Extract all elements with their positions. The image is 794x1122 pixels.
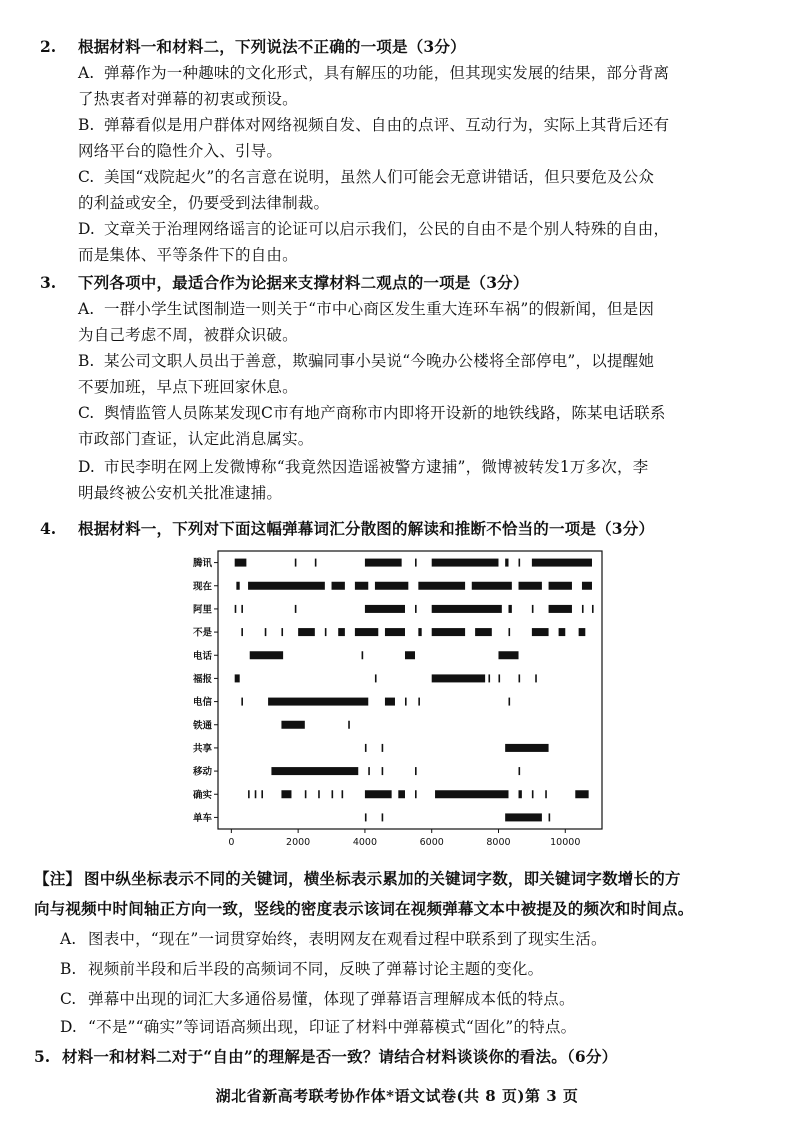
dispersion-mark bbox=[488, 674, 490, 682]
dispersion-mark bbox=[235, 674, 240, 682]
dispersion-mark bbox=[375, 674, 377, 682]
dispersion-mark bbox=[365, 813, 367, 821]
option-label: D. bbox=[78, 458, 95, 476]
dispersion-mark bbox=[298, 628, 315, 636]
y-tick-label: 共享 bbox=[192, 743, 212, 755]
option-text: 文章关于治理网络谣言的论证可以启示我们，公民的自由不是个别人特殊的自由， bbox=[104, 220, 670, 238]
option-text: 一群小学生试图制造一则关于“市中心商区发生重大连环车祸”的假新闻，但是因 bbox=[104, 300, 655, 318]
dispersion-mark bbox=[549, 582, 572, 590]
question-stem: 根据材料一和材料二，下列说法不正确的一项是（3分） bbox=[78, 37, 466, 56]
dispersion-mark bbox=[498, 651, 518, 659]
dispersion-mark bbox=[332, 790, 334, 798]
dispersion-mark bbox=[582, 605, 584, 613]
option-label: B. bbox=[78, 352, 95, 370]
dispersion-mark bbox=[559, 628, 566, 636]
dispersion-mark bbox=[505, 813, 542, 821]
note-label: 【注】 bbox=[34, 869, 82, 888]
dispersion-mark bbox=[348, 721, 350, 729]
dispersion-mark bbox=[318, 790, 320, 798]
y-tick-label: 福报 bbox=[192, 673, 212, 685]
dispersion-mark bbox=[365, 790, 392, 798]
dispersion-mark bbox=[405, 651, 415, 659]
y-tick-label: 腾讯 bbox=[192, 558, 212, 570]
option-label: C. bbox=[78, 404, 95, 422]
option-label: A. bbox=[78, 64, 95, 82]
dispersion-mark bbox=[261, 790, 263, 798]
dispersion-mark bbox=[365, 559, 402, 567]
dispersion-mark bbox=[342, 790, 344, 798]
dispersion-mark bbox=[509, 628, 511, 636]
dispersion-mark bbox=[241, 628, 243, 636]
dispersion-mark bbox=[365, 744, 367, 752]
option-label: A. bbox=[78, 300, 95, 318]
dispersion-mark bbox=[398, 790, 405, 798]
page-footer: 湖北省新高考联考协作体*语文试卷(共 8 页)第 3 页 bbox=[215, 1087, 579, 1105]
dispersion-mark bbox=[415, 605, 417, 613]
y-tick-label: 单车 bbox=[192, 812, 212, 824]
option-label: D. bbox=[60, 1018, 77, 1036]
option-text: 美国“戏院起火”的名言意在说明，虽然人们可能会无意讲错话，但只要危及公众 bbox=[104, 168, 655, 186]
dispersion-mark bbox=[549, 813, 551, 821]
dispersion-mark bbox=[575, 790, 588, 798]
dispersion-mark bbox=[509, 698, 511, 706]
option-text: 弹幕作为一种趣味的文化形式，具有解压的功能，但其现实发展的结果，部分背离 bbox=[104, 64, 670, 82]
option-text: 弹幕中出现的词汇大多通俗易懂，体现了弹幕语言理解成本低的特点。 bbox=[88, 990, 575, 1008]
option-text: 不要加班，早点下班回家休息。 bbox=[78, 378, 298, 396]
dispersion-mark bbox=[385, 698, 395, 706]
option-text: 视频前半段和后半段的高频词不同，反映了弹幕讨论主题的变化。 bbox=[88, 960, 544, 978]
dispersion-mark bbox=[248, 582, 325, 590]
dispersion-mark bbox=[338, 628, 345, 636]
dispersion-mark bbox=[265, 628, 267, 636]
option-text: 市政部门查证，认定此消息属实。 bbox=[78, 430, 314, 448]
dispersion-mark bbox=[295, 605, 297, 613]
dispersion-mark bbox=[415, 767, 417, 775]
dispersion-mark bbox=[305, 790, 307, 798]
dispersion-mark bbox=[271, 767, 358, 775]
option-label: B. bbox=[60, 960, 77, 978]
dispersion-mark bbox=[332, 582, 345, 590]
plot-frame bbox=[218, 551, 602, 829]
dispersion-mark bbox=[281, 721, 304, 729]
y-tick-label: 不是 bbox=[192, 627, 212, 639]
dispersion-mark bbox=[475, 628, 492, 636]
dispersion-mark bbox=[545, 790, 547, 798]
dispersion-mark bbox=[281, 628, 283, 636]
dispersion-mark bbox=[432, 674, 485, 682]
dispersion-mark bbox=[432, 628, 465, 636]
option-text: 弹幕看似是用户群体对网络视频自发、自由的点评、互动行为，实际上其背后还有 bbox=[104, 116, 670, 134]
option-text: 为自己考虑不周，被群众识破。 bbox=[78, 326, 298, 344]
question-stem: 根据材料一，下列对下面这幅弹幕词汇分散图的解读和推断不恰当的一项是（3分） bbox=[78, 519, 655, 538]
option-text: 而是集体、平等条件下的自由。 bbox=[78, 246, 298, 264]
dispersion-mark bbox=[375, 582, 408, 590]
note-text: 向与视频中时间轴正方向一致，竖线的密度表示该词在视频弹幕文本中被提及的频次和时间点。 bbox=[34, 899, 694, 918]
option-text: 市民李明在网上发微博称“我竟然因造谣被警方逮捕”，微博被转发1万多次，李 bbox=[104, 458, 649, 476]
dispersion-mark bbox=[355, 628, 378, 636]
question-number: 3. bbox=[40, 273, 57, 292]
dispersion-mark bbox=[472, 582, 512, 590]
y-tick-label: 阿里 bbox=[192, 604, 212, 616]
option-label: C. bbox=[60, 990, 77, 1008]
dispersion-mark bbox=[418, 628, 421, 636]
dispersion-mark bbox=[295, 559, 297, 567]
x-tick-label: 6000 bbox=[419, 837, 444, 848]
option-text: 的利益或安全，仍要受到法律制裁。 bbox=[78, 194, 330, 212]
dispersion-mark bbox=[235, 559, 247, 567]
option-text: 网络平台的隐性介入、引导。 bbox=[78, 142, 283, 160]
dispersion-mark bbox=[382, 744, 384, 752]
dispersion-mark bbox=[498, 674, 500, 682]
dispersion-mark bbox=[235, 605, 237, 613]
y-tick-label: 电信 bbox=[192, 697, 212, 709]
lexical-dispersion-chart bbox=[170, 547, 610, 867]
dispersion-mark bbox=[549, 605, 572, 613]
dispersion-mark bbox=[382, 813, 384, 821]
dispersion-mark bbox=[325, 628, 327, 636]
question-number: 2. bbox=[40, 37, 57, 56]
dispersion-mark bbox=[362, 651, 364, 659]
dispersion-mark bbox=[268, 698, 368, 706]
y-tick-label: 确实 bbox=[192, 789, 212, 801]
question-number: 4. bbox=[40, 519, 57, 538]
y-tick-label: 铁通 bbox=[192, 720, 212, 732]
dispersion-mark bbox=[519, 767, 521, 775]
dispersion-mark bbox=[368, 767, 370, 775]
dispersion-mark bbox=[382, 767, 384, 775]
dispersion-mark bbox=[255, 790, 257, 798]
option-label: C. bbox=[78, 168, 95, 186]
dispersion-mark bbox=[355, 582, 368, 590]
dispersion-mark bbox=[241, 698, 243, 706]
dispersion-mark bbox=[418, 582, 465, 590]
y-tick-label: 现在 bbox=[192, 581, 212, 593]
option-label: B. bbox=[78, 116, 95, 134]
dispersion-mark bbox=[519, 559, 521, 567]
option-label: D. bbox=[78, 220, 95, 238]
dispersion-mark bbox=[519, 674, 521, 682]
y-tick-label: 电话 bbox=[192, 650, 212, 662]
dispersion-mark bbox=[241, 605, 243, 613]
x-tick-label: 4000 bbox=[352, 837, 378, 848]
dispersion-mark bbox=[505, 559, 508, 567]
dispersion-mark bbox=[519, 790, 522, 798]
dispersion-mark bbox=[532, 790, 534, 798]
question-stem: 材料一和材料二对于“自由”的理解是否一致？请结合材料谈谈你的看法。（6分） bbox=[62, 1047, 618, 1066]
x-tick-label: 8000 bbox=[486, 837, 511, 848]
x-tick-label: 0 bbox=[228, 837, 235, 848]
dispersion-mark bbox=[532, 559, 592, 567]
option-text: 图表中，“现在”一词贯穿始终，表明网友在观看过程中联系到了现实生活。 bbox=[88, 930, 607, 948]
option-text: 某公司文职人员出于善意，欺骗同事小吴说“今晚办公楼将全部停电”，以提醒她 bbox=[104, 352, 655, 370]
x-tick-label: 10000 bbox=[550, 837, 581, 848]
y-tick-label: 移动 bbox=[192, 766, 212, 778]
dispersion-mark bbox=[432, 605, 502, 613]
option-text: 舆情监管人员陈某发现C市有地产商称市内即将开设新的地铁线路，陈某电话联系 bbox=[104, 404, 666, 422]
dispersion-mark bbox=[415, 559, 417, 567]
option-text: 明最终被公安机关批准逮捕。 bbox=[78, 484, 283, 502]
option-text: 了热衷者对弹幕的初衷或预设。 bbox=[78, 90, 298, 108]
x-tick-label: 2000 bbox=[286, 837, 311, 848]
dispersion-mark bbox=[250, 651, 283, 659]
option-label: A. bbox=[60, 930, 77, 948]
dispersion-mark bbox=[592, 605, 594, 613]
dispersion-mark bbox=[582, 582, 592, 590]
dispersion-mark bbox=[281, 790, 291, 798]
dispersion-mark bbox=[532, 628, 549, 636]
dispersion-mark bbox=[435, 790, 508, 798]
option-text: “不是”“确实”等词语高频出现，印证了材料中弹幕模式“固化”的特点。 bbox=[88, 1018, 577, 1036]
dispersion-mark bbox=[432, 559, 499, 567]
dispersion-mark bbox=[519, 582, 542, 590]
note-text: 图中纵坐标表示不同的关键词，横坐标表示累加的关键词字数，即关键词字数增长的方 bbox=[84, 869, 681, 888]
dispersion-mark bbox=[415, 790, 417, 798]
dispersion-mark bbox=[505, 744, 548, 752]
dispersion-mark bbox=[418, 698, 420, 706]
dispersion-mark bbox=[365, 605, 405, 613]
dispersion-mark bbox=[535, 674, 537, 682]
dispersion-mark bbox=[579, 628, 586, 636]
dispersion-mark bbox=[385, 628, 405, 636]
question-number: 5. bbox=[34, 1047, 51, 1066]
dispersion-mark bbox=[236, 582, 239, 590]
dispersion-mark bbox=[248, 790, 250, 798]
dispersion-mark bbox=[532, 605, 534, 613]
dispersion-mark bbox=[315, 559, 317, 567]
dispersion-mark bbox=[509, 605, 512, 613]
dispersion-mark bbox=[405, 698, 407, 706]
question-stem: 下列各项中，最适合作为论据来支撑材料二观点的一项是（3分） bbox=[78, 273, 529, 292]
